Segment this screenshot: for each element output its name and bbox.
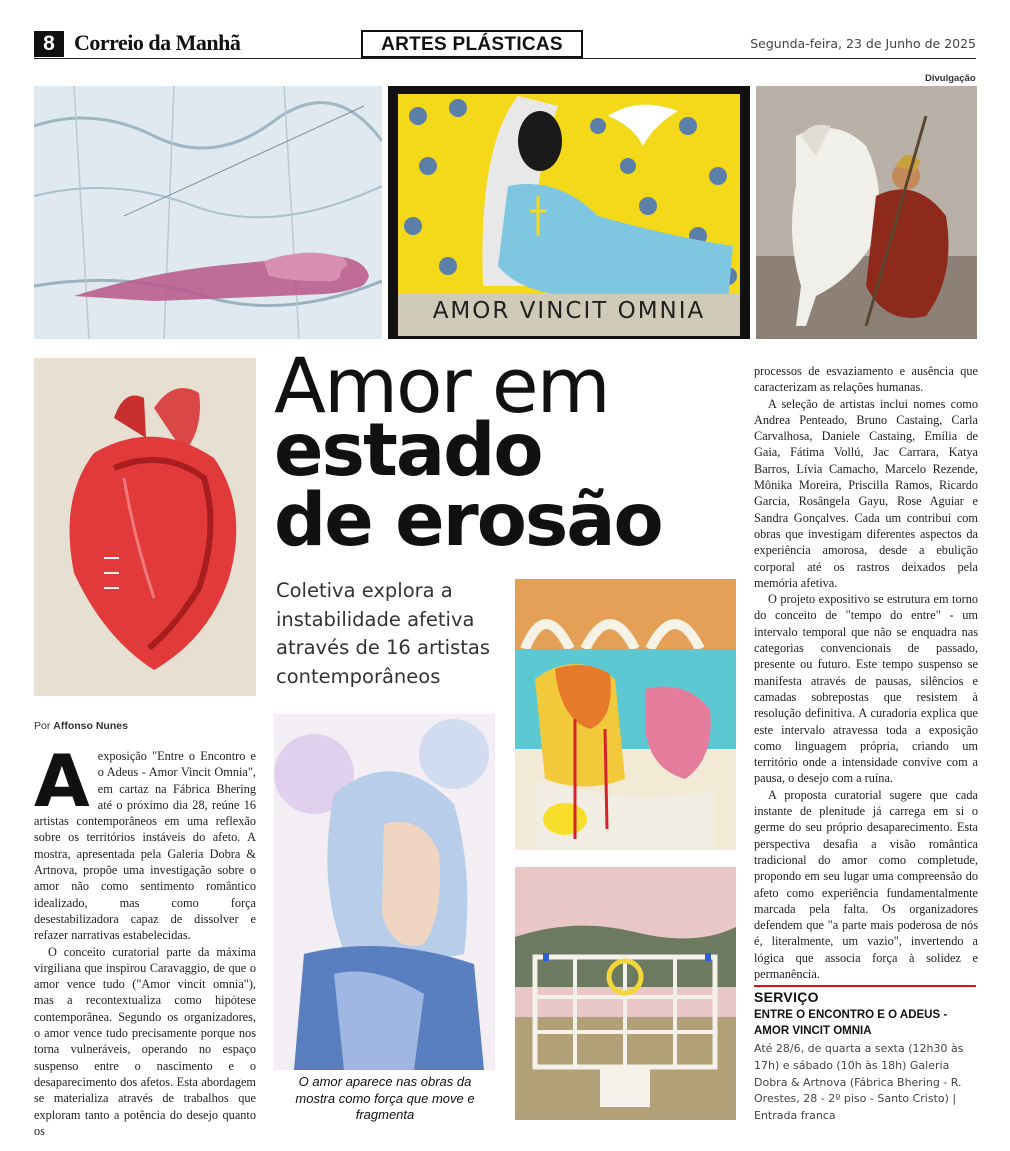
article-paragraph (34, 739, 256, 944)
article-column-3 (754, 363, 978, 982)
page-number: 8 (34, 31, 64, 57)
byline-prefix: Por (34, 720, 51, 732)
headline-line-1: Amor em (274, 341, 609, 430)
artwork-knight-horse (756, 86, 977, 339)
artwork-banner-text: AMOR VINCIT OMNIA (432, 298, 706, 324)
artwork-shrine-landscape (515, 867, 736, 1120)
issue-date: Segunda-feira, 23 de Junho de 2025 (750, 36, 976, 51)
artwork-amor-vincit-omnia (388, 86, 750, 339)
header-rule (34, 58, 976, 59)
article-column-1 (34, 739, 256, 1139)
service-event: ENTRE O ENCONTRO E O ADEUS - AMOR VINCIT OMNIA (754, 1009, 948, 1037)
service-title: SERVIÇO (754, 989, 819, 1005)
page-header (0, 0, 1010, 62)
newspaper-name: Correio da Manhã (74, 30, 241, 55)
byline-author: Affonso Nunes (53, 720, 128, 732)
article-paragraph: O conceito curatorial parte da máxima virgiliana que inspirou Caravaggio, de que o amor vence tudo ("Amor vincit omnia"), mas a recontextualiza como hipótese contemporânea. Segundo os organizadores, o amor vence tudo precisamente porque nos torna vulneráveis, operando no espaço suspenso entre o nascimento e o desaparecimento dos afetos. Esta abordagem se materializa através de trabalhos que exploram tanto a potência do desejo quanto os (34, 944, 256, 1138)
artwork-anatomical-heart (34, 358, 256, 696)
article-paragraph: processos de esvaziamento e ausência que caracterizam as relações humanas. (754, 364, 978, 395)
article-paragraph: O projeto expositivo se estrutura em torno do conceito de "tempo do entre" - um intervalo temporal que não se enquadra nas categorias convencionais de passado, presente ou futuro. Este tempo suspenso se manifesta através de pausas, silêncios e camadas sobrepostas que resistem à resolução definitiva. A curadoria explica que este intervalo atravessa toda a exposição como linguagem própria, criando um território onde a intensidade convive com a pausa, o desejo com a ruína. (754, 592, 978, 786)
artwork-reclining-figure (34, 86, 382, 339)
photo-caption: O amor aparece nas obras da mostra como força que move e fragmenta (295, 1074, 475, 1122)
article-paragraph: A proposta curatorial sugere que cada instante de plenitude já carrega em si o germe do seu próprio desaparecimento. Esta perspectiva desafia a visão romântica tradicional do amor como completude, propondo em seu lugar uma compreensão do afeto como experiência fundamentalmente marcada pela falta. Os organizadores defendem que "a parte mais poderosa de nós é, literalmente, um vazio", invertendo a lógica que associa força à solidez e permanência. (754, 787, 978, 981)
drop-cap: A (34, 739, 90, 823)
service-rule (754, 985, 976, 987)
service-details: Até 28/6, de quarta a sexta (12h30 às 17h) e sábado (10h às 18h) Galeria Dobra & Artnova (Fábrica Bhering - R. Orestes, 28 - 2º piso - Santo Cristo) | Entrada franca (754, 1042, 964, 1123)
headline-line-3: de erosão (274, 478, 662, 563)
photo-credit: Divulgação (925, 73, 976, 84)
headline-line-2: estado (274, 408, 542, 493)
artwork-colorful-figures (515, 579, 736, 850)
byline (34, 720, 128, 732)
article-paragraph: A seleção de artistas inclui nomes como Andrea Penteado, Bruno Castaing, Carla Carvalhosa, Daniele Castaing, Emília de Gaia, Fátima Vollú, Jac Carrara, Katya Barros, Lívia Camacho, Marcelo Rezende, Mônika Moreira, Priscilla Ramos, Ricardo Garcia, Rosângela Gayu, Rose Aguiar e Sandra Gonçalves. Cada um contribui com obras que investigam diferentes aspectos da experiência amorosa, desde a ebulição corporal até os rastros deixados pela memória afetiva. (754, 396, 978, 590)
artwork-veiled-woman (274, 714, 495, 1070)
deck-subtitle: Coletiva explora a instabilidade afetiva através de 16 artistas contemporâneos (276, 579, 490, 688)
article-paragraph-text: exposição "Entre o Encontro e o Adeus - Amor Vincit Omnia", em cartaz na Fábrica Bhering até o próximo dia 28, reúne 16 artistas contemporâneos em uma reflexão sobre os territórios instáveis do afeto. A mostra, apresentada pela Galeria Dobra & Artnova, propõe uma investigação sobre o amor não como sentimento romântico idealizado, mas como força desestabilizadora capaz de dissolver e refazer narrativas estabelecidas. (34, 749, 256, 943)
section-label: ARTES PLÁSTICAS (361, 30, 583, 58)
